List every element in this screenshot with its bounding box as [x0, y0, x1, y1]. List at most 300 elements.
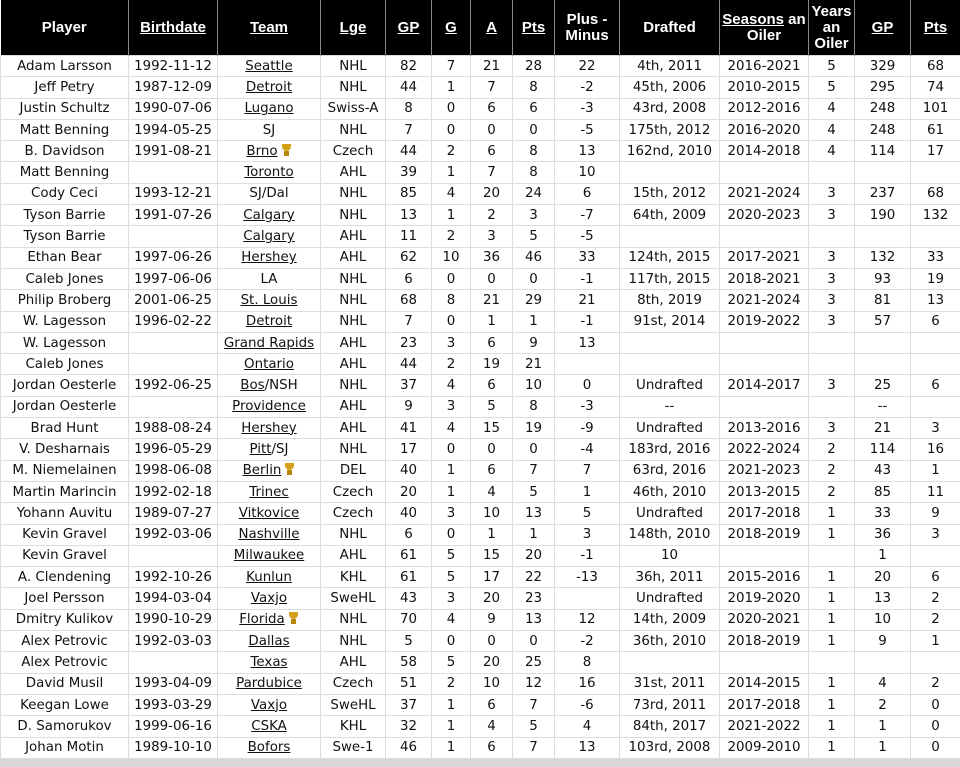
- cell-team: [218, 694, 321, 715]
- cell-lge: Czech: [321, 503, 386, 524]
- header-lge[interactable]: Lge: [321, 0, 386, 56]
- cell-years: 1: [809, 609, 855, 630]
- team-link[interactable]: Seattle: [245, 58, 293, 74]
- cell-birthdate: [129, 354, 218, 375]
- cell-pts: 24: [513, 183, 555, 204]
- team-link[interactable]: Vaxjo: [250, 697, 288, 713]
- cell-oiler-gp: 1: [855, 737, 911, 758]
- cell-gp: 58: [386, 652, 432, 673]
- cell-drafted: 36th, 2010: [620, 631, 720, 652]
- table-row: [1, 588, 960, 609]
- cell-plus-minus: [555, 588, 620, 609]
- cell-a: 4: [471, 481, 513, 502]
- cell-years: 4: [809, 119, 855, 140]
- cell-gp: 44: [386, 354, 432, 375]
- cell-plus-minus: 10: [555, 162, 620, 183]
- cell-g: 3: [432, 332, 471, 353]
- cell-lge: DEL: [321, 460, 386, 481]
- cell-seasons: 2009-2010: [720, 737, 809, 758]
- cell-oiler-pts: 6: [911, 375, 960, 396]
- cell-a: 6: [471, 98, 513, 119]
- cell-drafted: 64th, 2009: [620, 205, 720, 226]
- cell-oiler-gp: 2: [855, 694, 911, 715]
- cell-oiler-pts: 2: [911, 609, 960, 630]
- cell-g: 10: [432, 247, 471, 268]
- cell-plus-minus: -1: [555, 311, 620, 332]
- cell-oiler-pts: 33: [911, 247, 960, 268]
- cell-team: [218, 631, 321, 652]
- cell-team: [218, 673, 321, 694]
- cell-seasons: 2013-2015: [720, 481, 809, 502]
- cell-plus-minus: -3: [555, 396, 620, 417]
- cell-oiler-gp: 33: [855, 503, 911, 524]
- cell-a: 6: [471, 375, 513, 396]
- cell-a: 7: [471, 162, 513, 183]
- cell-a: 6: [471, 332, 513, 353]
- cell-oiler-pts: 17: [911, 141, 960, 162]
- cell-a: 17: [471, 567, 513, 588]
- cell-oiler-gp: 57: [855, 311, 911, 332]
- cell-lge: NHL: [321, 375, 386, 396]
- cell-oiler-pts: [911, 332, 960, 353]
- cell-player: V. Desharnais: [1, 439, 129, 460]
- team-link[interactable]: Vaxjo: [250, 591, 288, 607]
- cell-oiler-pts: 101: [911, 98, 960, 119]
- cell-years: 1: [809, 588, 855, 609]
- cell-drafted: 8th, 2019: [620, 290, 720, 311]
- cell-years: 3: [809, 268, 855, 289]
- cell-lge: NHL: [321, 524, 386, 545]
- cell-lge: NHL: [321, 183, 386, 204]
- header-pts[interactable]: Pts: [513, 0, 555, 56]
- cell-pts: 20: [513, 545, 555, 566]
- cell-pts: 7: [513, 460, 555, 481]
- cell-birthdate: 1996-05-29: [129, 439, 218, 460]
- cell-g: 1: [432, 716, 471, 737]
- table-row: [1, 716, 960, 737]
- cell-oiler-gp: 329: [855, 56, 911, 77]
- cell-player: Jordan Oesterle: [1, 375, 129, 396]
- cell-years: [809, 332, 855, 353]
- cell-g: 1: [432, 481, 471, 502]
- cell-gp: 11: [386, 226, 432, 247]
- cell-team: [218, 460, 321, 481]
- team-link[interactable]: CSKA: [251, 718, 287, 734]
- table-row: [1, 162, 960, 183]
- table-row: [1, 205, 960, 226]
- cell-pts: 8: [513, 141, 555, 162]
- cell-pts: 46: [513, 247, 555, 268]
- cell-seasons: 2018-2021: [720, 268, 809, 289]
- cell-oiler-pts: 2: [911, 673, 960, 694]
- table-row: [1, 631, 960, 652]
- team-link[interactable]: Pitt: [249, 441, 272, 457]
- table-row: [1, 119, 960, 140]
- cell-drafted: 45th, 2006: [620, 77, 720, 98]
- table-row: [1, 524, 960, 545]
- cell-birthdate: 1991-08-21: [129, 141, 218, 162]
- table-row: [1, 673, 960, 694]
- cell-team: [218, 439, 321, 460]
- cell-oiler-gp: [855, 226, 911, 247]
- cell-team: [218, 567, 321, 588]
- cell-a: 3: [471, 226, 513, 247]
- table-row: [1, 56, 960, 77]
- team-link[interactable]: Florida: [239, 612, 285, 628]
- cell-a: 20: [471, 588, 513, 609]
- cell-pts: 10: [513, 375, 555, 396]
- cell-g: 8: [432, 290, 471, 311]
- cell-player: David Musil: [1, 673, 129, 694]
- header-drafted: Drafted: [620, 0, 720, 56]
- cell-player: Keegan Lowe: [1, 694, 129, 715]
- cell-oiler-gp: 36: [855, 524, 911, 545]
- cell-player: Joel Persson: [1, 588, 129, 609]
- cell-a: 21: [471, 56, 513, 77]
- team-link[interactable]: Trinec: [249, 484, 289, 500]
- cell-plus-minus: -9: [555, 418, 620, 439]
- cell-years: 2: [809, 481, 855, 502]
- cell-seasons: 2015-2016: [720, 567, 809, 588]
- cell-drafted: [620, 652, 720, 673]
- cell-oiler-pts: 2: [911, 588, 960, 609]
- cell-pts: 0: [513, 439, 555, 460]
- cell-g: 1: [432, 77, 471, 98]
- team-link[interactable]: Ontario: [244, 356, 294, 372]
- cell-drafted: 31st, 2011: [620, 673, 720, 694]
- horizontal-scrollbar[interactable]: [0, 759, 960, 767]
- cell-oiler-gp: [855, 354, 911, 375]
- cell-a: 1: [471, 524, 513, 545]
- cell-birthdate: 1996-02-22: [129, 311, 218, 332]
- table-row: [1, 354, 960, 375]
- cell-team: [218, 77, 321, 98]
- cell-a: 4: [471, 716, 513, 737]
- cell-drafted: 117th, 2015: [620, 268, 720, 289]
- cell-birthdate: 1992-10-26: [129, 567, 218, 588]
- cell-plus-minus: 3: [555, 524, 620, 545]
- cell-oiler-gp: 248: [855, 119, 911, 140]
- table-row: [1, 247, 960, 268]
- cell-pts: 0: [513, 119, 555, 140]
- cell-team: [218, 162, 321, 183]
- trophy-icon: [281, 144, 292, 156]
- cell-birthdate: 1987-12-09: [129, 77, 218, 98]
- cell-player: Caleb Jones: [1, 268, 129, 289]
- cell-pts: 8: [513, 396, 555, 417]
- cell-years: 1: [809, 631, 855, 652]
- cell-lge: AHL: [321, 354, 386, 375]
- cell-a: 1: [471, 311, 513, 332]
- cell-years: 5: [809, 56, 855, 77]
- cell-plus-minus: -3: [555, 98, 620, 119]
- cell-plus-minus: -5: [555, 226, 620, 247]
- cell-oiler-gp: 132: [855, 247, 911, 268]
- cell-a: 2: [471, 205, 513, 226]
- header-team[interactable]: Team: [218, 0, 321, 56]
- cell-seasons: 2018-2019: [720, 524, 809, 545]
- cell-seasons: [720, 226, 809, 247]
- cell-birthdate: [129, 162, 218, 183]
- cell-oiler-gp: 248: [855, 98, 911, 119]
- cell-pts: 8: [513, 162, 555, 183]
- cell-birthdate: 1992-06-25: [129, 375, 218, 396]
- cell-plus-minus: 22: [555, 56, 620, 77]
- cell-team: [218, 119, 321, 140]
- cell-team: [218, 503, 321, 524]
- cell-years: [809, 354, 855, 375]
- cell-pts: 9: [513, 332, 555, 353]
- cell-plus-minus: 13: [555, 737, 620, 758]
- cell-birthdate: 1997-06-06: [129, 268, 218, 289]
- header-oiler-pts[interactable]: Pts: [911, 0, 960, 56]
- cell-oiler-gp: 25: [855, 375, 911, 396]
- cell-player: Martin Marincin: [1, 481, 129, 502]
- team-link[interactable]: Vitkovice: [238, 505, 300, 521]
- cell-pts: 0: [513, 631, 555, 652]
- cell-years: 4: [809, 141, 855, 162]
- cell-oiler-pts: [911, 162, 960, 183]
- cell-g: 2: [432, 226, 471, 247]
- team-link[interactable]: St. Louis: [240, 292, 298, 308]
- cell-pts: 29: [513, 290, 555, 311]
- cell-birthdate: 1994-05-25: [129, 119, 218, 140]
- cell-pts: 28: [513, 56, 555, 77]
- cell-years: 3: [809, 418, 855, 439]
- cell-lge: AHL: [321, 332, 386, 353]
- cell-a: 10: [471, 673, 513, 694]
- cell-gp: 8: [386, 98, 432, 119]
- cell-drafted: 124th, 2015: [620, 247, 720, 268]
- cell-gp: 61: [386, 545, 432, 566]
- header-player: Player: [1, 0, 129, 56]
- team-text: /SJ: [271, 441, 289, 457]
- cell-birthdate: 1993-12-21: [129, 183, 218, 204]
- cell-team: [218, 56, 321, 77]
- cell-team: [218, 609, 321, 630]
- cell-player: Justin Schultz: [1, 98, 129, 119]
- team-link[interactable]: Grand Rapids: [223, 335, 315, 351]
- cell-oiler-pts: 19: [911, 268, 960, 289]
- team-link[interactable]: Bofors: [247, 740, 291, 756]
- header-g[interactable]: G: [432, 0, 471, 56]
- cell-g: 1: [432, 460, 471, 481]
- table-row: [1, 652, 960, 673]
- team-link[interactable]: Kunlun: [246, 569, 292, 585]
- cell-g: 2: [432, 673, 471, 694]
- team-link[interactable]: Hershey: [241, 420, 297, 436]
- cell-player: Yohann Auvitu: [1, 503, 129, 524]
- cell-birthdate: 1999-06-16: [129, 716, 218, 737]
- cell-seasons: 2012-2016: [720, 98, 809, 119]
- team-link[interactable]: Nashville: [238, 527, 300, 543]
- cell-g: 1: [432, 162, 471, 183]
- team-link[interactable]: Pardubice: [236, 676, 302, 692]
- cell-g: 0: [432, 119, 471, 140]
- cell-oiler-gp: 13: [855, 588, 911, 609]
- cell-lge: AHL: [321, 545, 386, 566]
- cell-lge: AHL: [321, 418, 386, 439]
- team-link[interactable]: Detroit: [245, 79, 293, 95]
- cell-drafted: Undrafted: [620, 375, 720, 396]
- cell-lge: AHL: [321, 226, 386, 247]
- cell-oiler-pts: 3: [911, 524, 960, 545]
- cell-g: 3: [432, 396, 471, 417]
- cell-drafted: 183rd, 2016: [620, 439, 720, 460]
- cell-seasons: [720, 354, 809, 375]
- cell-birthdate: 1992-02-18: [129, 481, 218, 502]
- cell-plus-minus: [555, 354, 620, 375]
- cell-a: 10: [471, 503, 513, 524]
- team-link[interactable]: Lugano: [244, 101, 294, 117]
- cell-player: A. Clendening: [1, 567, 129, 588]
- cell-gp: 82: [386, 56, 432, 77]
- cell-years: 1: [809, 567, 855, 588]
- cell-g: 0: [432, 311, 471, 332]
- cell-plus-minus: 7: [555, 460, 620, 481]
- cell-gp: 68: [386, 290, 432, 311]
- header-gp[interactable]: GP: [386, 0, 432, 56]
- cell-birthdate: 2001-06-25: [129, 290, 218, 311]
- cell-player: Matt Benning: [1, 162, 129, 183]
- cell-oiler-pts: 68: [911, 56, 960, 77]
- table-row: [1, 332, 960, 353]
- cell-gp: 17: [386, 439, 432, 460]
- cell-oiler-pts: 16: [911, 439, 960, 460]
- cell-plus-minus: 21: [555, 290, 620, 311]
- cell-a: 7: [471, 77, 513, 98]
- team-link[interactable]: Detroit: [245, 314, 293, 330]
- cell-birthdate: 1988-08-24: [129, 418, 218, 439]
- cell-oiler-pts: 0: [911, 694, 960, 715]
- cell-oiler-pts: 0: [911, 716, 960, 737]
- cell-plus-minus: -5: [555, 119, 620, 140]
- cell-team: [218, 737, 321, 758]
- cell-years: [809, 396, 855, 417]
- cell-player: Jordan Oesterle: [1, 396, 129, 417]
- header-oiler-gp[interactable]: GP: [855, 0, 911, 56]
- cell-birthdate: 1997-06-26: [129, 247, 218, 268]
- cell-birthdate: 1994-03-04: [129, 588, 218, 609]
- cell-seasons: [720, 162, 809, 183]
- cell-oiler-pts: 6: [911, 311, 960, 332]
- cell-team: [218, 481, 321, 502]
- team-link[interactable]: Milwaukee: [233, 548, 305, 564]
- cell-plus-minus: -13: [555, 567, 620, 588]
- cell-drafted: --: [620, 396, 720, 417]
- cell-plus-minus: 6: [555, 183, 620, 204]
- cell-years: 2: [809, 460, 855, 481]
- cell-gp: 44: [386, 141, 432, 162]
- cell-player: Caleb Jones: [1, 354, 129, 375]
- cell-seasons: 2016-2021: [720, 56, 809, 77]
- cell-oiler-pts: [911, 226, 960, 247]
- cell-drafted: 4th, 2011: [620, 56, 720, 77]
- header-plus-minus: Plus - Minus: [555, 0, 620, 56]
- cell-a: 21: [471, 290, 513, 311]
- table-row: [1, 77, 960, 98]
- cell-pts: 21: [513, 354, 555, 375]
- cell-seasons: 2021-2022: [720, 716, 809, 737]
- cell-team: [218, 183, 321, 204]
- cell-birthdate: [129, 226, 218, 247]
- cell-drafted: 10: [620, 545, 720, 566]
- cell-gp: 46: [386, 737, 432, 758]
- cell-oiler-gp: 237: [855, 183, 911, 204]
- cell-plus-minus: -1: [555, 268, 620, 289]
- cell-gp: 39: [386, 162, 432, 183]
- cell-pts: 5: [513, 226, 555, 247]
- cell-drafted: 175th, 2012: [620, 119, 720, 140]
- cell-gp: 61: [386, 567, 432, 588]
- team-link[interactable]: Texas: [250, 654, 288, 670]
- cell-drafted: 91st, 2014: [620, 311, 720, 332]
- cell-drafted: 14th, 2009: [620, 609, 720, 630]
- team-link[interactable]: Calgary: [243, 207, 295, 223]
- cell-oiler-gp: [855, 162, 911, 183]
- cell-a: 6: [471, 460, 513, 481]
- cell-oiler-gp: 21: [855, 418, 911, 439]
- cell-pts: 5: [513, 481, 555, 502]
- team-link[interactable]: Bos: [240, 378, 265, 394]
- cell-a: 20: [471, 183, 513, 204]
- cell-oiler-pts: 0: [911, 737, 960, 758]
- header-seasons[interactable]: Seasons an Oiler: [720, 0, 809, 56]
- cell-years: [809, 226, 855, 247]
- header-a[interactable]: A: [471, 0, 513, 56]
- cell-years: 3: [809, 247, 855, 268]
- cell-a: 20: [471, 652, 513, 673]
- table-row: [1, 396, 960, 417]
- team-link[interactable]: Dallas: [248, 633, 290, 649]
- cell-team: [218, 226, 321, 247]
- cell-player: Matt Benning: [1, 119, 129, 140]
- cell-birthdate: 1993-04-09: [129, 673, 218, 694]
- cell-drafted: 84th, 2017: [620, 716, 720, 737]
- table-row: [1, 439, 960, 460]
- header-birthdate[interactable]: Birthdate: [129, 0, 218, 56]
- team-link[interactable]: Brno: [246, 143, 278, 159]
- cell-gp: 85: [386, 183, 432, 204]
- cell-oiler-pts: 1: [911, 460, 960, 481]
- cell-drafted: Undrafted: [620, 418, 720, 439]
- cell-team: [218, 354, 321, 375]
- cell-lge: AHL: [321, 247, 386, 268]
- cell-drafted: 103rd, 2008: [620, 737, 720, 758]
- team-link[interactable]: Providence: [232, 399, 306, 415]
- cell-drafted: Undrafted: [620, 503, 720, 524]
- cell-player: W. Lagesson: [1, 332, 129, 353]
- cell-drafted: 73rd, 2011: [620, 694, 720, 715]
- cell-gp: 6: [386, 524, 432, 545]
- cell-team: [218, 545, 321, 566]
- cell-plus-minus: 13: [555, 141, 620, 162]
- table-row: [1, 268, 960, 289]
- team-link[interactable]: Berlin: [242, 463, 282, 479]
- table-row: [1, 694, 960, 715]
- team-link[interactable]: Hershey: [241, 250, 297, 266]
- cell-team: [218, 716, 321, 737]
- cell-oiler-gp: [855, 652, 911, 673]
- table-row: [1, 375, 960, 396]
- cell-drafted: [620, 332, 720, 353]
- cell-gp: 9: [386, 396, 432, 417]
- cell-gp: 13: [386, 205, 432, 226]
- cell-oiler-gp: [855, 332, 911, 353]
- team-link[interactable]: Toronto: [244, 165, 294, 181]
- team-link[interactable]: Calgary: [243, 229, 295, 245]
- cell-team: [218, 396, 321, 417]
